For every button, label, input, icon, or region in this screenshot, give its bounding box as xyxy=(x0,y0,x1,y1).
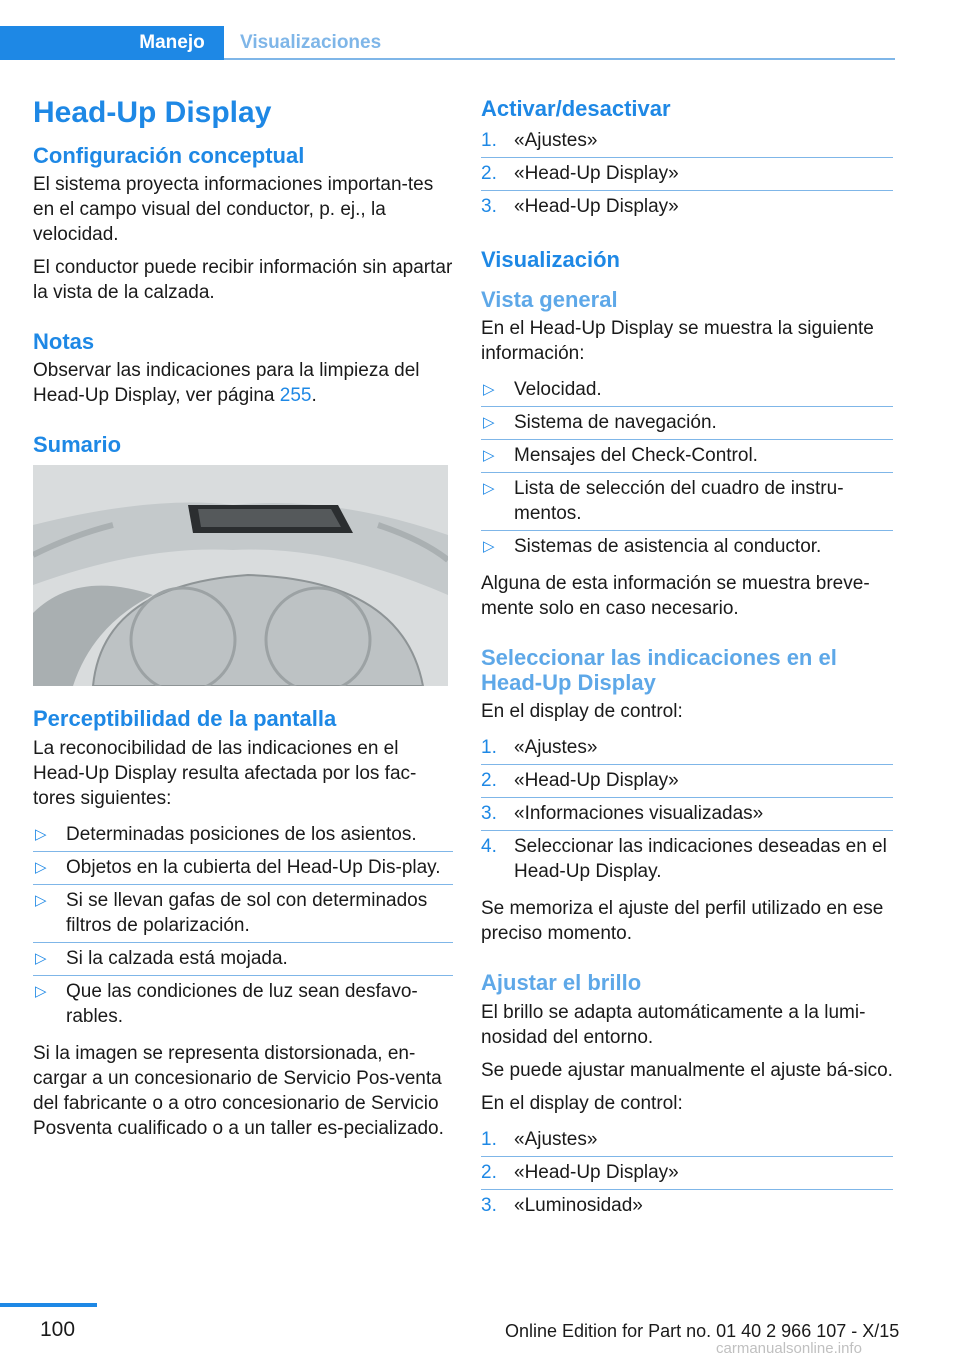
brightness-paragraph: El brillo se adapta automáticamente a la lumi-nosidad del entorno. xyxy=(481,1001,866,1048)
perceptibility-intro: La reconocibilidad de las indicaciones en el Head-Up Display resulta afectada por los fac-tores siguientes: xyxy=(33,737,417,809)
subsection-tab: Visualizaciones xyxy=(240,32,382,53)
list-item: ▷ Que las condiciones de luz sean desfavo-rables. xyxy=(35,980,418,1027)
list-item: ▷ Objetos en la cubierta del Head-Up Dis-play. xyxy=(33,852,453,885)
left-column xyxy=(33,96,453,1149)
triangle-bullet-icon: ▷ xyxy=(35,891,47,909)
list-item: 2. «Head-Up Display» xyxy=(481,1157,893,1190)
notes-heading: Notas xyxy=(33,328,95,354)
triangle-bullet-icon: ▷ xyxy=(35,949,47,967)
page-reference-link[interactable]: 255 xyxy=(279,385,312,407)
concept-paragraph-2: El conductor puede recibir información sin apartar la vista de la calzada. xyxy=(33,256,453,303)
triangle-bullet-icon: ▷ xyxy=(483,537,495,555)
list-item: ▷ Lista de selección del cuadro de instru-mentos. xyxy=(481,473,893,531)
list-item: 3. «Head-Up Display» xyxy=(481,196,679,218)
header-bar xyxy=(0,26,895,60)
select-outro: Se memoriza el ajuste del perfil utilizado en ese preciso momento. xyxy=(481,898,884,945)
concept-paragraph: El sistema proyecta informaciones importan-tes en el campo visual del conductor, p. ej., la velocidad. xyxy=(33,173,434,245)
list-item: ▷ Determinadas posiciones de los asientos. xyxy=(33,819,453,852)
list-item: 1. «Ajustes» xyxy=(481,125,893,158)
select-steps xyxy=(481,732,893,888)
summary-heading: Sumario xyxy=(33,432,122,458)
head-up-display-illustration xyxy=(33,465,448,686)
perceptibility-heading: Perceptibilidad de la pantalla xyxy=(33,706,337,732)
triangle-bullet-icon: ▷ xyxy=(483,446,495,464)
section-tab: Manejo xyxy=(120,26,224,60)
triangle-bullet-icon: ▷ xyxy=(35,982,47,1000)
concept-heading: Configuración conceptual xyxy=(33,142,305,168)
brightness-intro: En el display de control: xyxy=(481,1092,683,1114)
list-item: ▷ Velocidad. xyxy=(481,374,893,407)
page-title: Head-Up Display xyxy=(33,96,272,129)
list-item: 3. «Luminosidad» xyxy=(481,1194,643,1216)
list-item: ▷ Sistemas de asistencia al conductor. xyxy=(483,535,822,557)
dashboard-drawing xyxy=(33,465,448,686)
triangle-bullet-icon: ▷ xyxy=(35,825,47,843)
footer-accent xyxy=(0,1303,97,1307)
perceptibility-list xyxy=(33,819,453,1033)
notes-paragraph: Observar las indicaciones para la limpieza del Head-Up Display, ver página 255. xyxy=(33,360,420,407)
list-item: 1. «Ajustes» xyxy=(481,732,893,765)
brightness-paragraph-2: Se puede ajustar manualmente el ajuste bá-sico. xyxy=(481,1059,893,1081)
overview-list xyxy=(481,374,893,563)
triangle-bullet-icon: ▷ xyxy=(35,858,47,876)
list-item: ▷ Si la calzada está mojada. xyxy=(33,943,453,976)
perceptibility-outro: Si la imagen se representa distorsionada, en-cargar a un concesionario de Servicio Pos-venta del fabricante o a otro concesionario de Servicio Posventa cualificado o a un taller es-pecializado. xyxy=(33,1042,444,1139)
header-accent xyxy=(0,26,120,60)
brightness-heading: Ajustar el brillo xyxy=(481,970,642,996)
list-item: 3. «Informaciones visualizadas» xyxy=(481,798,893,831)
triangle-bullet-icon: ▷ xyxy=(483,479,495,497)
list-item: ▷ Si se llevan gafas de sol con determinados filtros de polarización. xyxy=(33,885,453,943)
edition-label: Online Edition for Part no. 01 40 2 966 107 - X/15 xyxy=(505,1321,900,1341)
list-item: 1. «Ajustes» xyxy=(481,1124,893,1157)
brightness-steps xyxy=(481,1124,893,1222)
list-item: 2. «Head-Up Display» xyxy=(481,158,893,191)
toggle-heading: Activar/desactivar xyxy=(481,96,671,121)
overview-outro: Alguna de esta información se muestra breve-mente solo en caso necesario. xyxy=(481,572,870,619)
select-intro: En el display de control: xyxy=(481,701,683,723)
list-item: 2. «Head-Up Display» xyxy=(481,765,893,798)
select-heading: Seleccionar las indicaciones en el Head-Up Display xyxy=(481,644,837,696)
list-item: ▷ Mensajes del Check-Control. xyxy=(481,440,893,473)
list-item: ▷ Sistema de navegación. xyxy=(481,407,893,440)
watermark: carmanualsonline.info xyxy=(716,1340,862,1357)
overview-heading: Vista general xyxy=(481,286,618,312)
header-rule xyxy=(224,58,895,60)
toggle-steps xyxy=(481,125,893,223)
triangle-bullet-icon: ▷ xyxy=(483,380,495,398)
right-column xyxy=(481,96,893,1230)
triangle-bullet-icon: ▷ xyxy=(483,413,495,431)
display-heading: Visualización xyxy=(481,247,620,273)
page-number: 100 xyxy=(40,1318,76,1341)
list-item: 4. Seleccionar las indicaciones deseadas en el Head-Up Display. xyxy=(481,836,887,883)
overview-intro: En el Head-Up Display se muestra la siguiente información: xyxy=(481,317,874,364)
